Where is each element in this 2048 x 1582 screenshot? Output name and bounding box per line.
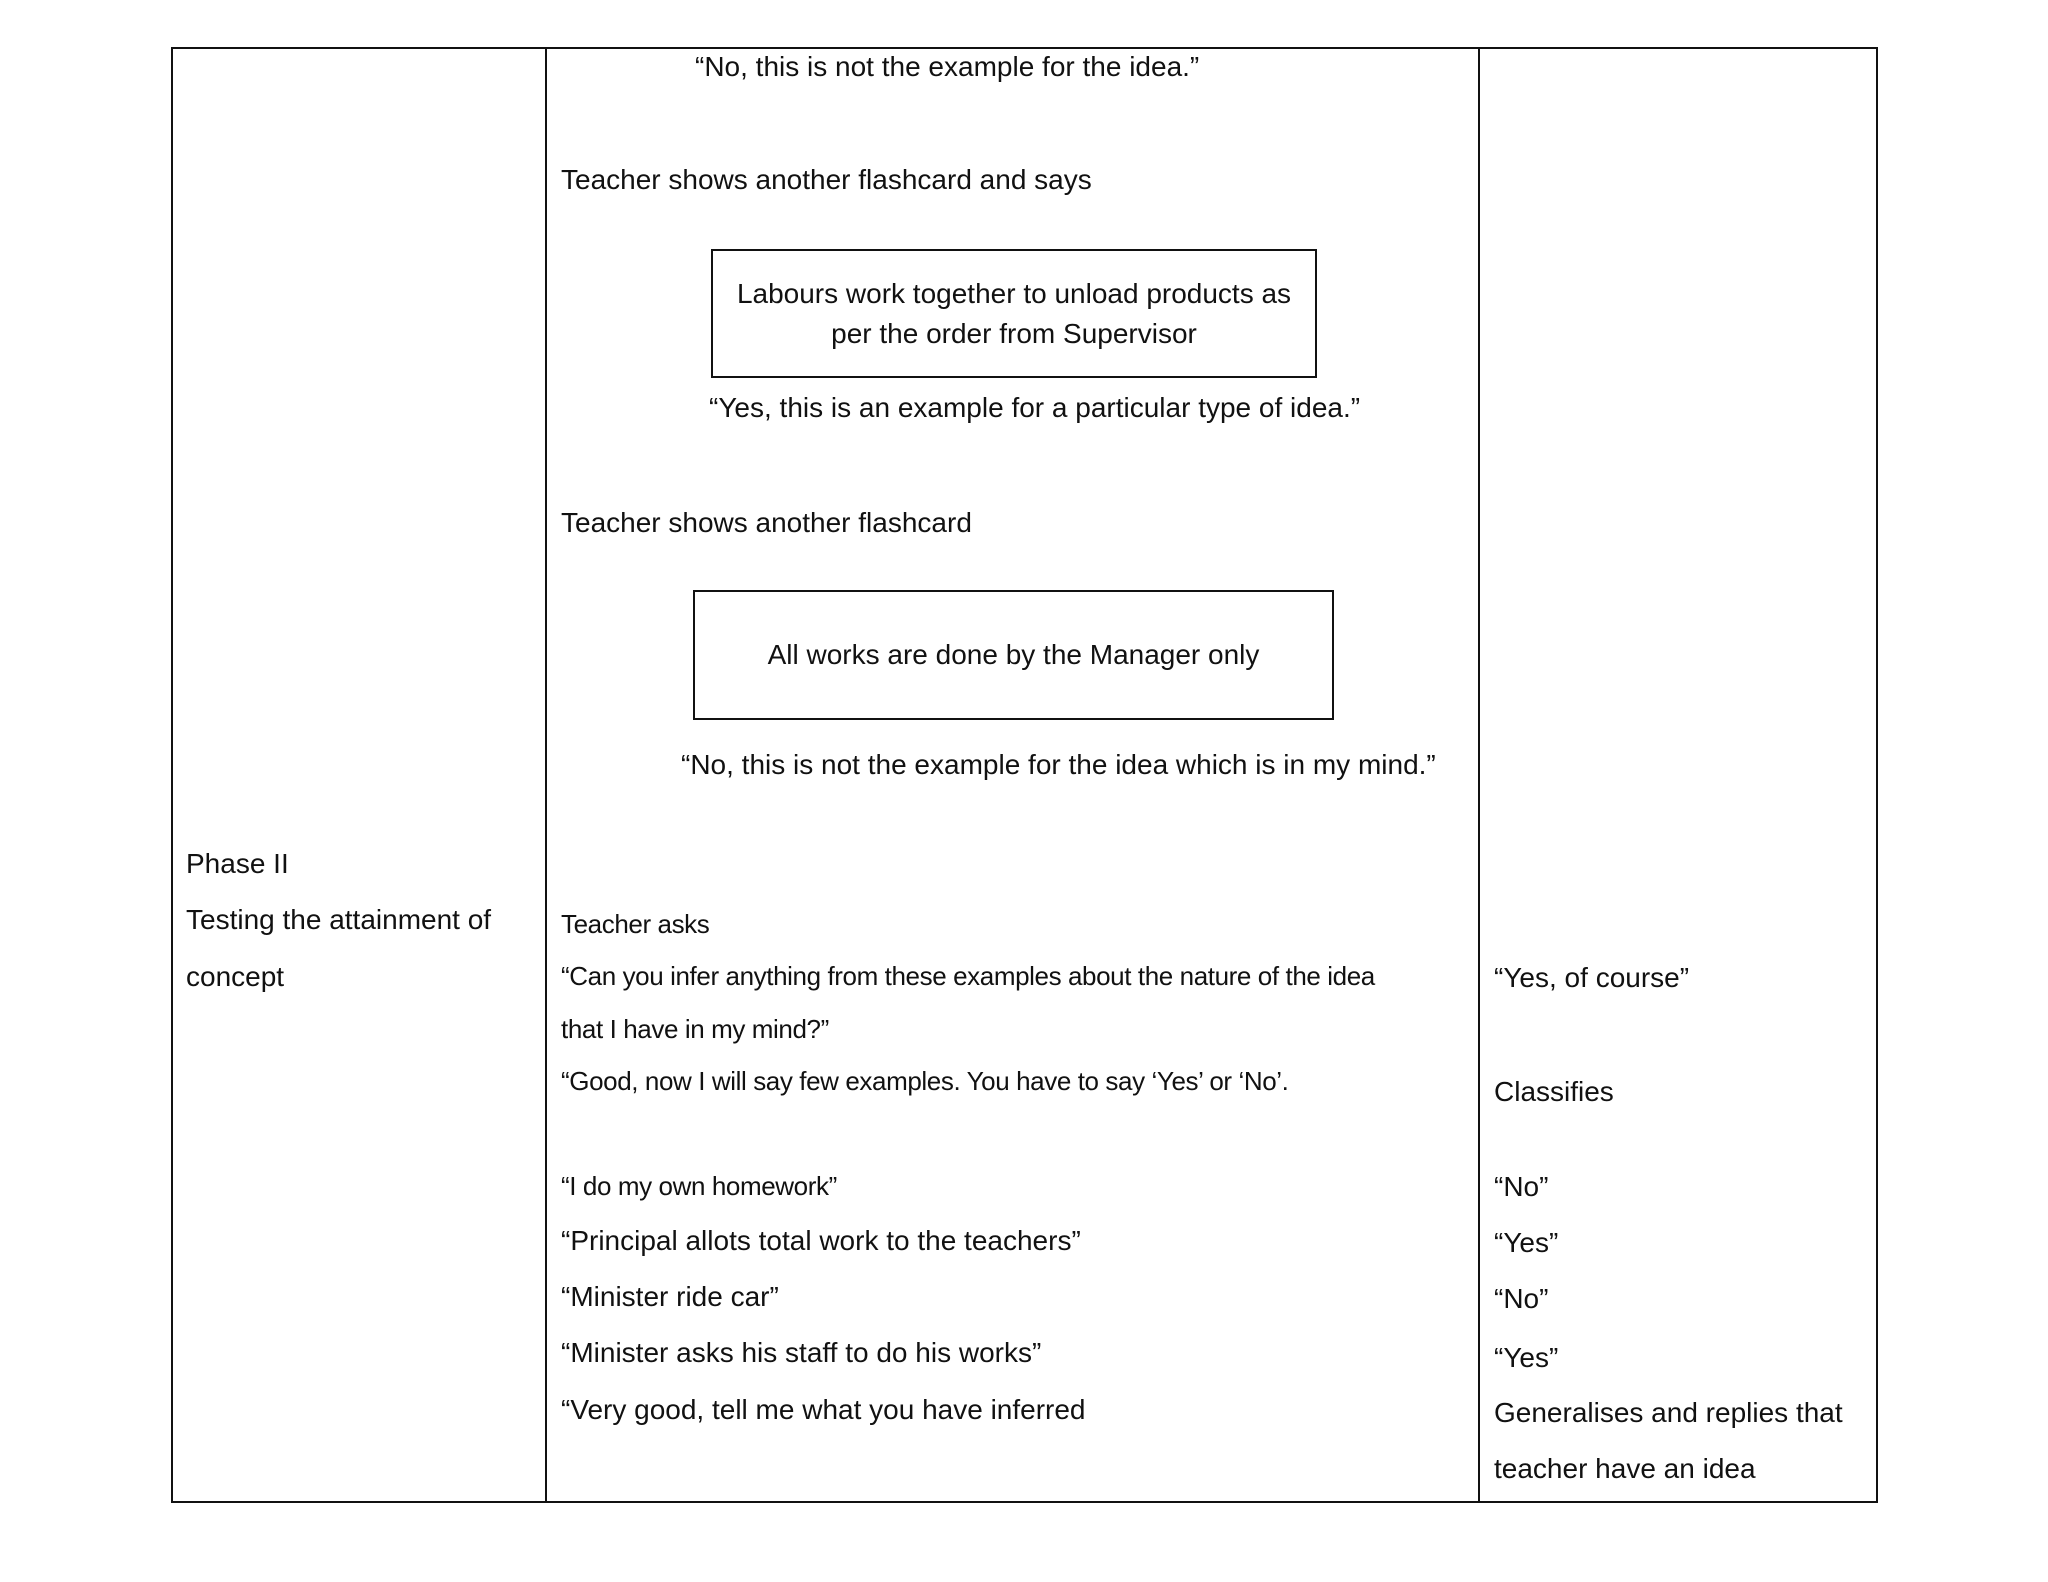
teacher-not-example-line: “No, this is not the example for the idea.” <box>695 51 1200 82</box>
teacher-shows-flashcard: Teacher shows another flashcard <box>561 507 972 538</box>
student-classifies: Classifies <box>1494 1076 1614 1107</box>
student-yes-of-course: “Yes, of course” <box>1494 962 1690 993</box>
example-item: “Very good, tell me what you have inferred <box>561 1394 1086 1425</box>
student-answer: “No” <box>1494 1171 1549 1202</box>
flashcard-labours-line2: per the order from Supervisor <box>831 317 1197 349</box>
flashcard-manager-text: All works are done by the Manager only <box>767 639 1260 670</box>
teacher-yes-example-line: “Yes, this is an example for a particular type of idea.” <box>709 392 1361 423</box>
teacher-question-line1: “Can you infer anything from these examples about the nature of the idea <box>561 961 1375 991</box>
flashcard-manager <box>693 590 1334 720</box>
phase-description-line2: concept <box>186 961 285 992</box>
example-item: “I do my own homework” <box>561 1171 837 1201</box>
teacher-not-example-mind-line: “No, this is not the example for the idea which is in my mind.” <box>681 749 1436 780</box>
column-divider-1 <box>545 47 547 1503</box>
student-answer: “Yes” <box>1494 1227 1559 1258</box>
student-answer: “Yes” <box>1494 1342 1559 1373</box>
phase-label: Phase II <box>186 848 289 879</box>
example-item: “Minister ride car” <box>561 1281 779 1312</box>
example-item: “Minister asks his staff to do his works” <box>561 1337 1042 1368</box>
teacher-good-now: “Good, now I will say few examples. You have to say ‘Yes’ or ‘No’. <box>561 1066 1289 1096</box>
student-answer: “No” <box>1494 1283 1549 1314</box>
column-divider-2 <box>1478 47 1480 1503</box>
student-generalises-line2: teacher have an idea <box>1494 1453 1756 1484</box>
teacher-question-line2: that I have in my mind?” <box>561 1014 829 1044</box>
teacher-asks: Teacher asks <box>561 909 710 939</box>
flashcard-labours <box>711 249 1317 378</box>
flashcard-labours-line1: Labours work together to unload products as <box>736 277 1292 309</box>
example-item: “Principal allots total work to the teachers” <box>561 1225 1081 1256</box>
teacher-shows-flashcard-says: Teacher shows another flashcard and says <box>561 164 1092 195</box>
phase-description-line1: Testing the attainment of <box>186 904 492 935</box>
student-generalises-line1: Generalises and replies that <box>1494 1397 1843 1428</box>
